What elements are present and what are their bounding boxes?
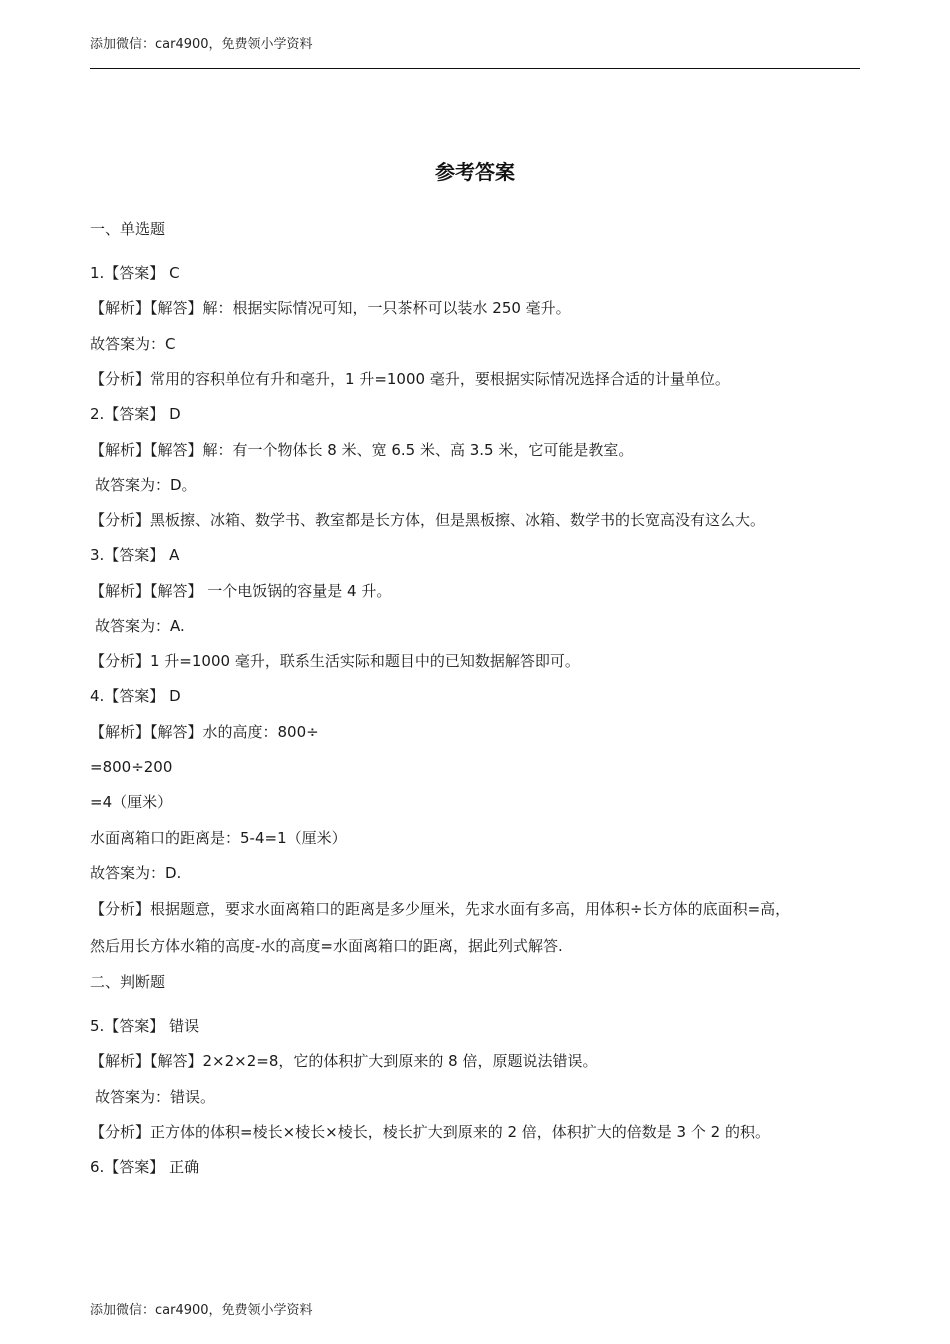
q1-explanation: 【解析】【解答】解：根据实际情况可知，一只茶杯可以装水 250 毫升。 [90, 299, 571, 317]
q4-analysis: 【分析】根据题意，要求水面离箱口的距离是多少厘米，先求水面有多高，用体积÷长方体的底面积=高， [90, 900, 791, 918]
q2-answer: 2.【答案】 D [90, 405, 181, 423]
q5-explanation: 【解析】【解答】2×2×2=8，它的体积扩大到原来的 8 倍，原题说法错误。 [90, 1052, 598, 1070]
q1-conclusion: 故答案为：C [90, 335, 176, 353]
q5-answer: 5.【答案】 错误 [90, 1017, 200, 1035]
q3-conclusion: 故答案为：A. [95, 617, 185, 635]
section-heading-true-false: 二、判断题 [90, 973, 166, 991]
q4-answer: 4.【答案】 D [90, 687, 181, 705]
q4-explanation: 【解析】【解答】水的高度：800÷ [90, 723, 319, 741]
q4-analysis-continued: 然后用长方体水箱的高度-水的高度=水面离箱口的距离，据此列式解答. [90, 937, 563, 955]
section-heading-single-choice: 一、单选题 [90, 220, 166, 238]
q3-analysis: 【分析】1 升=1000 毫升，联系生活实际和题目中的已知数据解答即可。 [90, 652, 580, 670]
header-contact-text: 添加微信：car4900，免费领小学资料 [90, 37, 313, 52]
q3-answer: 3.【答案】 A [90, 546, 180, 564]
q1-analysis: 【分析】常用的容积单位有升和毫升，1 升=1000 毫升，要根据实际情况选择合适的计量单位。 [90, 370, 730, 388]
q6-answer: 6.【答案】 正确 [90, 1158, 200, 1176]
q3-explanation: 【解析】【解答】 一个电饭锅的容量是 4 升。 [90, 582, 392, 600]
page-title: 参考答案 [435, 160, 515, 184]
q4-conclusion: 故答案为：D. [90, 864, 182, 882]
q2-conclusion: 故答案为：D。 [95, 476, 197, 494]
q4-calc-step-2: =4（厘米） [90, 793, 173, 811]
q5-conclusion: 故答案为：错误。 [95, 1088, 216, 1106]
q2-explanation: 【解析】【解答】解：有一个物体长 8 米、宽 6.5 米、高 3.5 米，它可能是教室。 [90, 441, 634, 459]
q5-analysis: 【分析】正方体的体积=棱长×棱长×棱长，棱长扩大到原来的 2 倍，体积扩大的倍数是 3 个 2 的积。 [90, 1123, 770, 1141]
footer-contact-text: 添加微信：car4900，免费领小学资料 [90, 1303, 313, 1318]
q4-calc-step-1: =800÷200 [90, 758, 173, 776]
q2-analysis: 【分析】黑板擦、冰箱、数学书、教室都是长方体，但是黑板擦、冰箱、数学书的长宽高没有这么大。 [90, 511, 766, 529]
q1-answer: 1.【答案】 C [90, 264, 180, 282]
q4-calc-step-3: 水面离箱口的距离是：5-4=1（厘米） [90, 829, 347, 847]
header-divider [90, 68, 860, 69]
